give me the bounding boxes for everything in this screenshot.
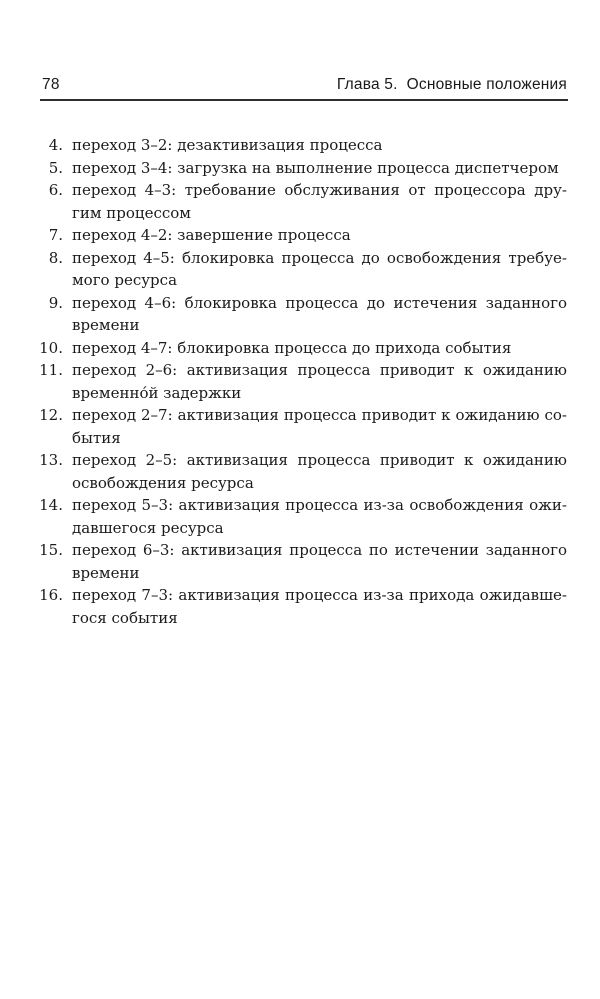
item-text-line: переход 2–5: активизация процесса приводит к ожиданию	[72, 451, 567, 469]
running-head	[42, 76, 567, 94]
item-text	[72, 337, 567, 360]
item-number: 9.	[48, 293, 63, 312]
list-item	[36, 224, 567, 247]
item-number: 13.	[39, 451, 63, 469]
list-item	[36, 584, 567, 629]
item-text	[72, 494, 567, 539]
item-text-line: бытия	[72, 428, 121, 447]
item-text-line: мого ресурса	[72, 271, 178, 289]
list-item	[36, 292, 567, 337]
list-item	[36, 247, 567, 292]
item-text-line: переход 2–6: активизация процесса приводит к ожиданию	[72, 361, 567, 379]
chapter-heading	[337, 76, 567, 94]
header-rule	[40, 99, 568, 101]
item-text	[72, 359, 567, 404]
list-item	[36, 404, 567, 449]
item-number: 11.	[39, 361, 63, 379]
item-number: 16.	[39, 586, 63, 604]
item-text-line: переход 4–7: блокировка процесса до прихода события	[72, 338, 512, 357]
list-item	[36, 134, 567, 157]
item-text-line: временно́й задержки	[72, 383, 242, 402]
chapter-name: Основные положения	[406, 76, 567, 93]
item-text-line: переход 3–4: загрузка на выполнение процесса диспетчером	[72, 158, 559, 177]
list-item	[36, 359, 567, 404]
item-number: 10.	[39, 338, 63, 357]
item-text	[72, 247, 567, 292]
item-text	[72, 179, 567, 224]
item-text-line: переход 4–5: блокировка процесса до освобождения требуе-	[72, 248, 567, 267]
item-number: 12.	[39, 406, 63, 424]
list-item	[36, 179, 567, 224]
page-number: 78	[42, 76, 60, 93]
item-text	[72, 157, 567, 180]
item-text-line: освобождения ресурса	[72, 473, 254, 492]
item-text-line: гим процессом	[72, 203, 191, 222]
item-text-line: времени	[72, 563, 140, 582]
item-text-line: переход 4–2: завершение процесса	[72, 226, 351, 244]
item-text	[72, 292, 567, 337]
list-item	[36, 449, 567, 494]
item-text-line: гося события	[72, 608, 178, 627]
item-text-line: переход 2–7: активизация процесса приводит к ожиданию со-	[72, 406, 567, 424]
item-text-line: времени	[72, 316, 140, 334]
item-text	[72, 449, 567, 494]
item-number: 7.	[48, 226, 63, 244]
item-text-line: переход 6–3: активизация процесса по истечении заданного	[72, 541, 567, 559]
list-item	[36, 494, 567, 539]
item-text-line: переход 4–6: блокировка процесса до истечения заданного	[72, 293, 567, 312]
item-number: 4.	[48, 136, 63, 154]
transition-list	[36, 134, 567, 629]
item-text	[72, 224, 567, 247]
chapter-label: Глава 5.	[336, 76, 398, 93]
list-item	[36, 337, 567, 360]
item-text	[72, 134, 567, 157]
item-number: 6.	[48, 181, 63, 199]
item-text-line: переход 3–2: дезактивизация процесса	[72, 136, 383, 154]
list-item	[36, 157, 567, 180]
item-text-line: переход 7–3: активизация процесса из-за прихода ожидавше-	[72, 586, 567, 604]
list-item	[36, 539, 567, 584]
item-number: 5.	[48, 158, 63, 177]
item-text-line: переход 5–3: активизация процесса из-за освобождения ожи-	[72, 496, 567, 514]
item-text-line: переход 4–3: требование обслуживания от процессора дру-	[72, 181, 567, 199]
item-number: 15.	[39, 541, 63, 559]
item-text	[72, 404, 567, 449]
item-number: 14.	[39, 496, 63, 514]
item-text	[72, 584, 567, 629]
item-text-line: давшегося ресурса	[72, 518, 224, 537]
item-text	[72, 539, 567, 584]
item-number: 8.	[48, 248, 63, 267]
